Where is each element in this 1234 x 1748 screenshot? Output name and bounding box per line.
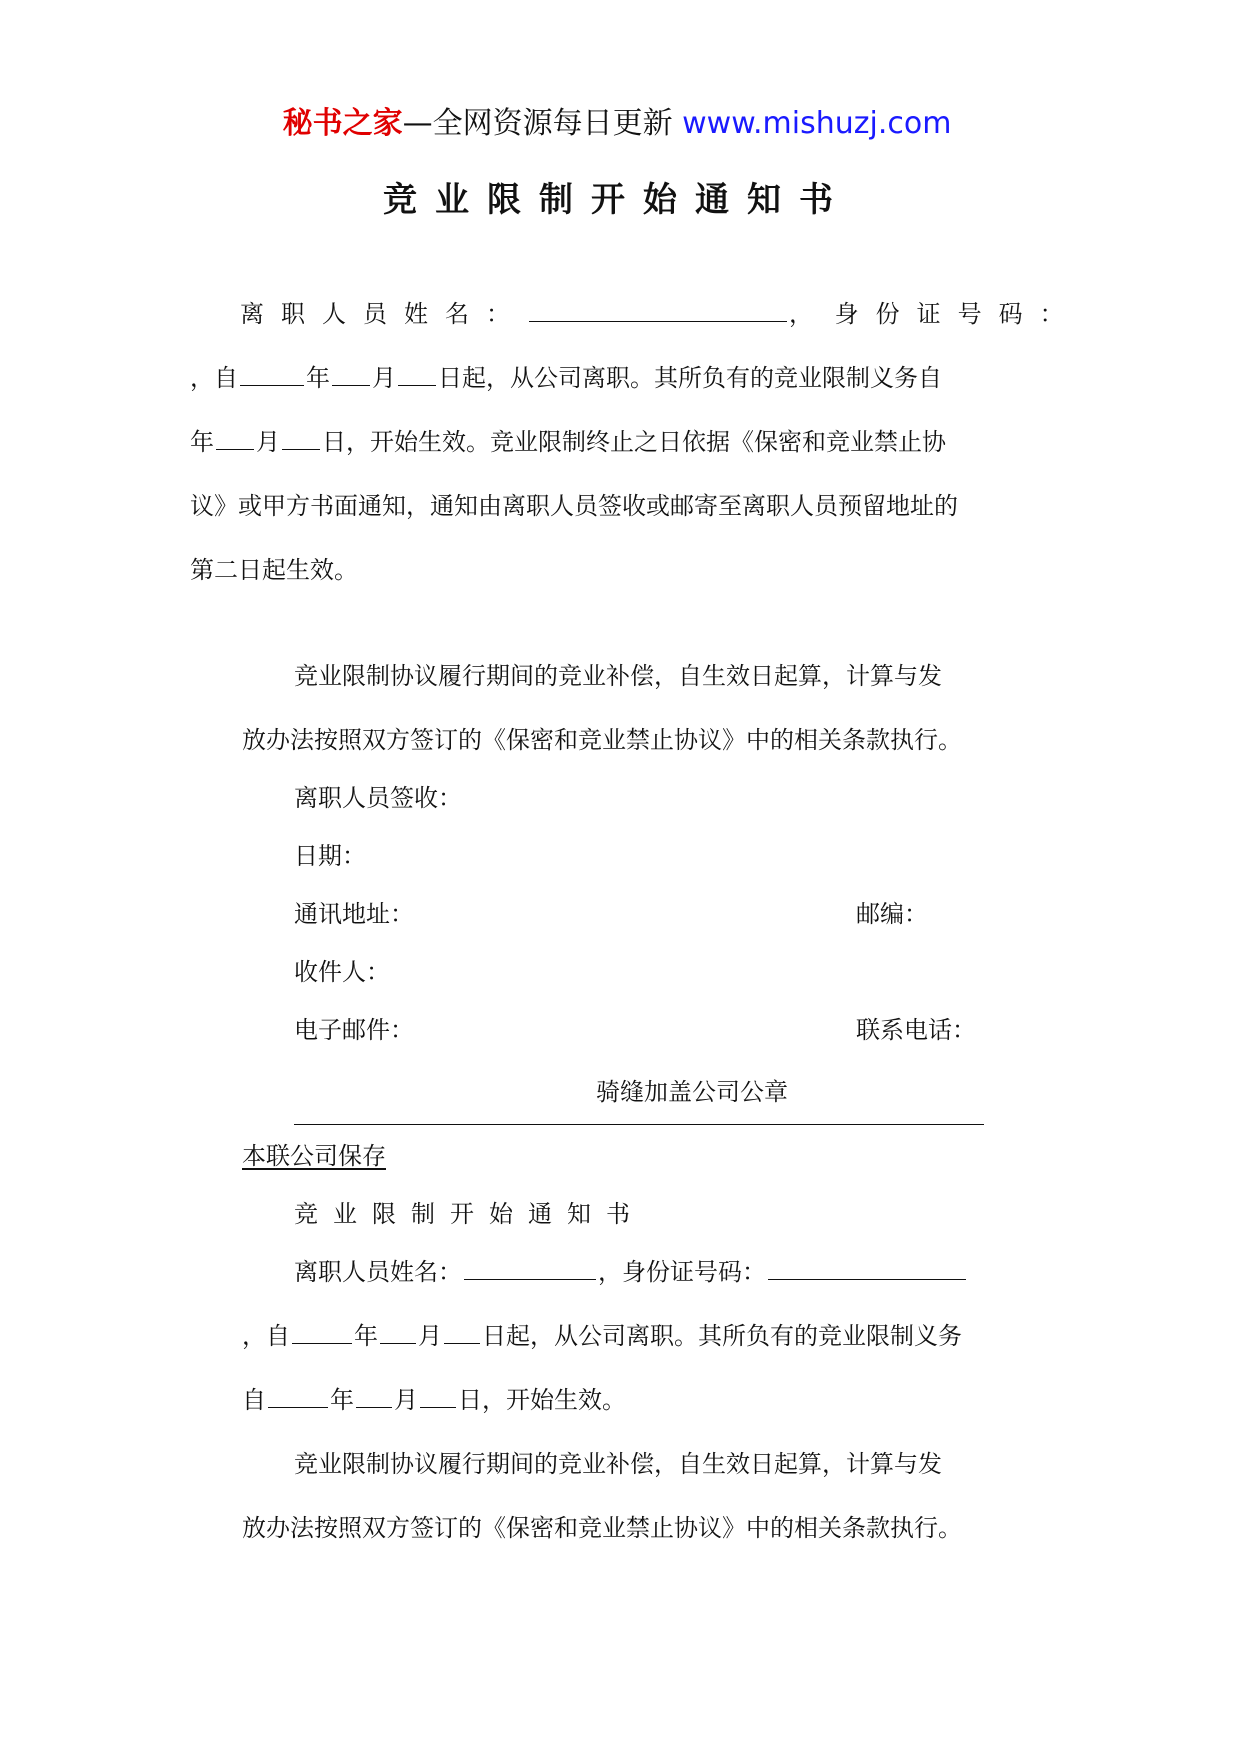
id-label: ，身份证号码： (598, 1258, 766, 1286)
text: 月 (372, 364, 396, 392)
address-label: 通讯地址： (294, 900, 414, 928)
date-line-4 (242, 1380, 626, 1415)
subtitle: 竞业限制开始通知书 (294, 1200, 645, 1228)
date-label: 日期： (294, 842, 366, 870)
paragraph-line: 放办法按照双方签订的《保密和竞业禁止协议》中的相关条款执行。 (242, 1514, 962, 1542)
name-label: 离职人员姓名： (240, 300, 527, 328)
site-header (0, 98, 1234, 142)
paragraph-line: 放办法按照双方签订的《保密和竞业禁止协议》中的相关条款执行。 (242, 726, 962, 754)
year-blank[interactable] (240, 363, 304, 386)
site-slogan: —全网资源每日更新 (402, 106, 673, 141)
text: ，自 (190, 364, 238, 392)
text: 年 (330, 1386, 354, 1414)
name-id-line (240, 294, 1081, 329)
text: 日起，从公司离职。其所负有的竞业限制义务 (482, 1322, 962, 1350)
text: 日起，从公司离职。其所负有的竞业限制义务自 (438, 364, 942, 392)
month-blank[interactable] (380, 1321, 416, 1344)
name-label: 离职人员姓名： (294, 1258, 462, 1286)
site-url-link[interactable]: www.mishuzj.com (682, 106, 952, 141)
id-blank[interactable] (768, 1257, 966, 1280)
day-blank[interactable] (398, 363, 436, 386)
copy-note: 本联公司保存 (242, 1142, 386, 1170)
recipient-label: 收件人： (294, 958, 390, 986)
text: 日，开始生效。 (458, 1386, 626, 1414)
paragraph-line: 第二日起生效。 (190, 556, 358, 584)
name-id-line-2 (294, 1252, 968, 1287)
phone-label: 联系电话： (856, 1016, 976, 1044)
text: ，自 (242, 1322, 290, 1350)
text: 年 (306, 364, 330, 392)
day-blank[interactable] (420, 1385, 456, 1408)
day-blank[interactable] (282, 427, 320, 450)
month-blank[interactable] (216, 427, 254, 450)
paragraph-line: 议》或甲方书面通知，通知由离职人员签收或邮寄至离职人员预留地址的 (190, 492, 958, 520)
name-blank[interactable] (529, 299, 787, 322)
seal-note: 骑缝加盖公司公章 (596, 1078, 788, 1106)
date-line-2 (190, 422, 946, 457)
paragraph-line: 竞业限制协议履行期间的竞业补偿，自生效日起算，计算与发 (294, 1450, 942, 1478)
text: 月 (256, 428, 280, 456)
id-label: 身份证号码： (834, 300, 1081, 328)
date-line-3 (242, 1316, 962, 1351)
postcode-label: 邮编： (856, 900, 928, 928)
month-blank[interactable] (356, 1385, 392, 1408)
text: 日，开始生效。竞业限制终止之日依据《保密和竞业禁止协 (322, 428, 946, 456)
text: 自 (242, 1386, 266, 1414)
day-blank[interactable] (444, 1321, 480, 1344)
comma: ， (789, 300, 813, 328)
sign-label: 离职人员签收： (294, 784, 462, 812)
year-blank[interactable] (292, 1321, 352, 1344)
date-line-1 (190, 358, 942, 393)
text: 年 (354, 1322, 378, 1350)
month-blank[interactable] (332, 363, 370, 386)
text: 年 (190, 428, 214, 456)
paragraph-line: 竞业限制协议履行期间的竞业补偿，自生效日起算，计算与发 (294, 662, 942, 690)
document-title: 竞业限制开始通知书 (383, 180, 851, 220)
email-label: 电子邮件： (294, 1016, 414, 1044)
site-brand: 秘书之家 (282, 106, 403, 141)
text: 月 (418, 1322, 442, 1350)
name-blank[interactable] (464, 1257, 596, 1280)
text: 月 (394, 1386, 418, 1414)
year-blank[interactable] (268, 1385, 328, 1408)
